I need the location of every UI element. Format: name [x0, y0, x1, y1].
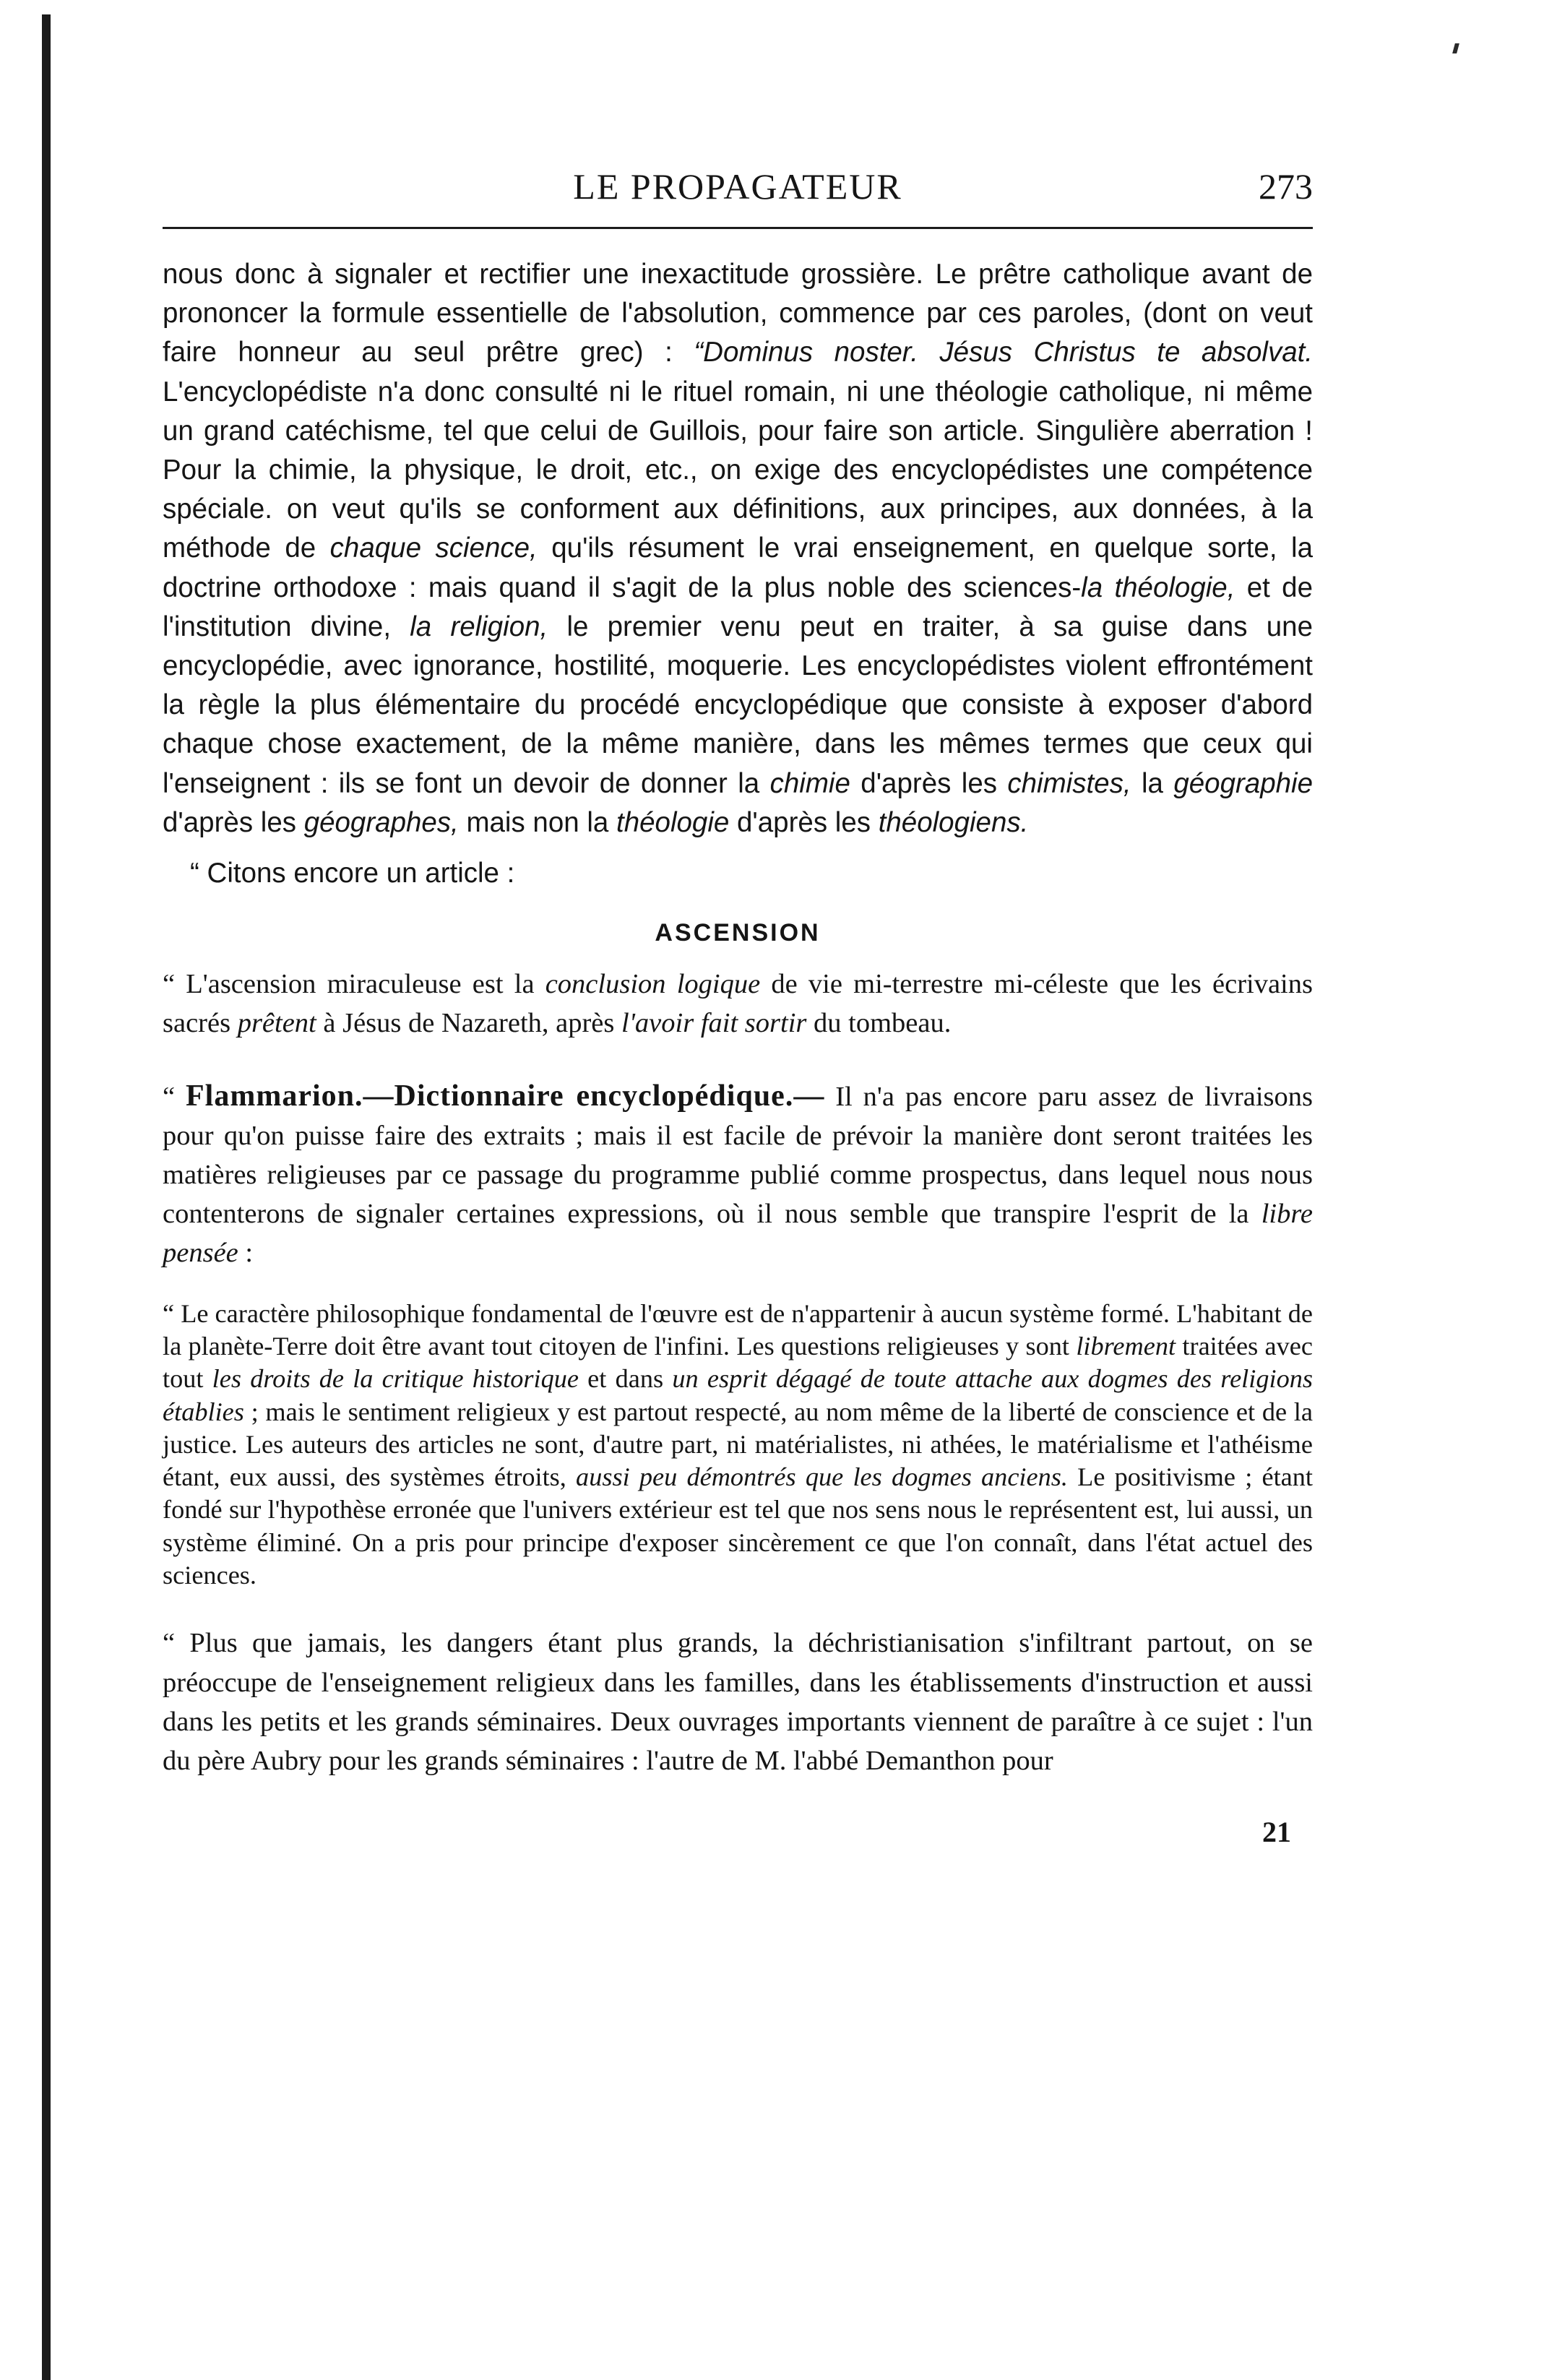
paragraph-prospectus-quote — [163, 1298, 1313, 1592]
text-run: qu'ils résument le vrai enseignement, en quelque sorte, la doctrine orthodoxe : mais quand il s'agit de la plus noble des sciences- — [163, 533, 1313, 603]
paragraph-flammarion — [163, 1077, 1313, 1273]
text-run: “ — [163, 1081, 186, 1112]
italic-run: la religion, — [410, 611, 548, 642]
text-run: L'encyclopédiste n'a donc consulté ni le rituel romain, ni une théologie catholique, ni même un grand catéchisme, tel que celui de Guillois, pour faire son article. Singulière aberration ! Pour la chimie, la physique, le droit, etc., on exige des encyclopédistes une compétence spéciale. on veut qu'ils se conforment aux définitions, aux principes, aux données, à la méthode de — [163, 376, 1313, 564]
italic-run: théologie — [616, 806, 730, 838]
running-head — [163, 166, 1313, 221]
header-rule — [163, 227, 1313, 229]
dictionary-title-label: Flammarion.—Dictionnaire encyclopédique.— — [186, 1079, 825, 1113]
text-run: le premier venu peut en traiter, à sa guise dans une encyclopédie, avec ignorance, hostilité, moquerie. Les encyclopédistes violent effrontément la règle la plus élémentaire du procédé encyclopédique que consiste à exposer d'abord chaque chose exactement, de la même manière, dans les mêmes termes que ceux qui l'enseignent : ils se font un devoir de donner la — [163, 611, 1313, 799]
text-run: de vie mi-terrestre mi-céleste que les écrivains sacrés — [163, 969, 1313, 1039]
text-run: d'après les — [850, 767, 1008, 799]
journal-title: LE PROPAGATEUR — [573, 166, 902, 207]
page-number: 273 — [1259, 166, 1313, 207]
italic-run: prêtent — [237, 1008, 316, 1039]
italic-run: la théologie, — [1081, 572, 1235, 603]
paragraph-confession-article — [163, 255, 1313, 842]
italic-run: chaque science, — [329, 533, 538, 564]
italic-run: conclusion logique — [545, 969, 761, 1000]
italic-run: librement — [1076, 1331, 1176, 1361]
italic-run: chimistes, — [1007, 767, 1131, 799]
text-run: du tombeau. — [806, 1008, 952, 1039]
text-run: Il n'a pas encore paru assez de livraisons pour qu'on puisse faire des extraits ; mais il est facile de prévoir la manière dont seront traitées les matières religieuses par ce passage du programme publié comme prospectus, dans lequel nous nous contenterons de signaler certaines expressions, où il nous semble que transpire l'esprit de la — [163, 1081, 1314, 1230]
text-run: Le positivisme ; étant fondé sur l'hypothèse erronée que l'univers extérieur est tel que nos sens nous le représentent est, lui aussi, un système éliminé. On a pris pour principe d'exposer sincèrement ce que l'on connaît, dans l'état actuel des sciences. — [163, 1462, 1313, 1590]
scan-edge-border — [42, 14, 51, 2380]
paragraph-cite-article: “ Citons encore un article : — [190, 858, 515, 889]
italic-run: géographie — [1173, 767, 1313, 799]
text-run: et dans — [578, 1364, 673, 1394]
text-run: nous donc à signaler et rectifier une inexactitude grossière. Le prêtre catholique avant de prononcer la formule essentielle de l'absolution, commence par ces paroles, (dont on veut faire honneur au seul prêtre grec) : — [163, 259, 1313, 368]
text-run: “ Le caractère philosophique fondamental de l'œuvre est de n'appartenir à aucun système formé. L'habitant de la planète-Terre doit être avant tout citoyen de l'infini. Les questions religieuses y sont — [163, 1298, 1313, 1361]
italic-run: chimie — [769, 767, 850, 799]
text-run: mais non la — [458, 806, 617, 838]
text-run: et de l'institution divine, — [163, 572, 1313, 642]
text-run: d'après les — [729, 806, 879, 838]
italic-run: libre pensée — [163, 1199, 1313, 1269]
italic-run: “Dominus noster. Jésus Christus te absolvat. — [694, 337, 1314, 368]
paragraph-ascension-quote — [163, 965, 1313, 1043]
paragraph-dechristianisation: “ Plus que jamais, les dangers étant plus grands, la déchristianisation s'infiltrant partout, on se préoccupe de l'enseignement religieux dans les familles, dans les établissements d'instruction et aussi dans les petits et les grands séminaires. Deux ouvrages importants viennent de paraître à ce sujet : l'un du père Aubry pour les grands séminaires : l'autre de M. l'abbé Demanthon pour — [163, 1628, 1313, 1776]
italic-run: géographes, — [303, 806, 459, 838]
document-page — [163, 166, 1313, 1849]
text-run: traitées avec tout — [163, 1331, 1313, 1394]
text-run: “ L'ascension miraculeuse est la — [163, 969, 545, 1000]
text-run: à Jésus de Nazareth, après — [316, 1008, 621, 1039]
italic-run: théologiens. — [878, 806, 1029, 838]
italic-run: l'avoir fait sortir — [621, 1008, 807, 1039]
text-run: la — [1131, 767, 1174, 799]
italic-run: les droits de la critique historique — [212, 1364, 579, 1394]
signature-mark: 21 — [1262, 1816, 1291, 1849]
italic-run: aussi peu démontrés que les dogmes anciens. — [576, 1462, 1068, 1492]
text-run: : — [238, 1238, 254, 1269]
text-run: ; mais le sentiment religieux y est partout respecté, au nom même de la liberté de conscience et de la justice. Les auteurs des articles ne sont, d'autre part, ni matérialistes, ni athées, le matérialisme et l'athéisme étant, eux aussi, des systèmes étroits, — [163, 1397, 1313, 1492]
italic-run: un esprit dégagé de toute attache aux dogmes des religions établies — [163, 1364, 1314, 1426]
text-run: d'après les — [163, 806, 304, 838]
scan-speck — [1452, 43, 1459, 53]
section-heading-ascension: ASCENSION — [655, 919, 821, 947]
